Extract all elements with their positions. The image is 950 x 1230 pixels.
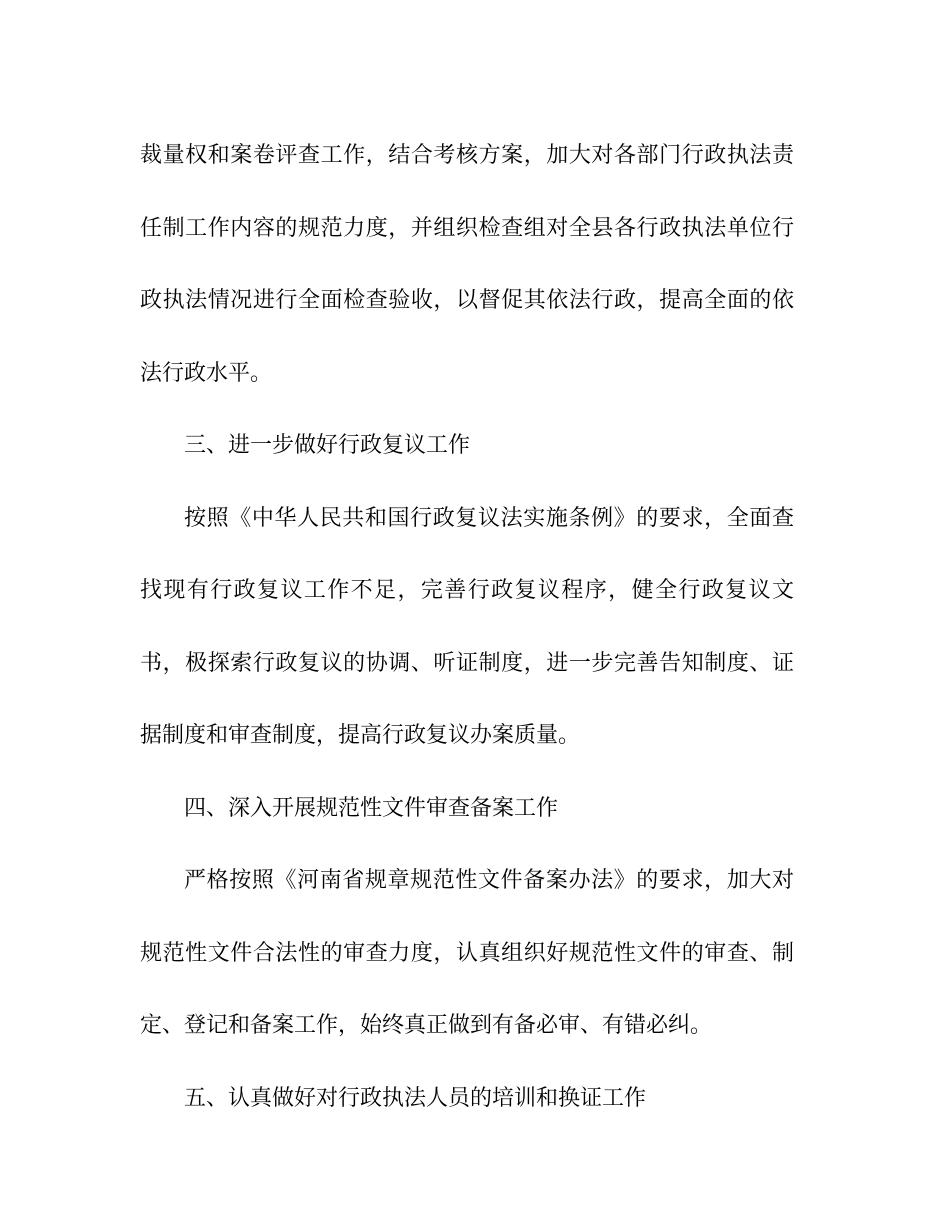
section-heading-4: 四、深入开展规范性文件审查备案工作: [184, 795, 559, 821]
paragraph-normative-documents: 严格按照《河南省规章规范性文件备案办法》的要求，加大对规范性文件合法性的审查力度，认真组织好规范性文件的审查、制定、登记和备案工作，始终真正做到有备必审、有错必纠。: [140, 868, 794, 1038]
paragraph-continued: 裁量权和案卷评查工作，结合考核方案，加大对各部门行政执法责任制工作内容的规范力度，并组织检查组对全县各行政执法单位行政执法情况进行全面检查验收，以督促其依法行政，提高全面的依法行政水平。: [140, 143, 794, 386]
section-heading-3: 三、进一步做好行政复议工作: [184, 433, 471, 458]
paragraph-administrative-review: 按照《中华人民共和国行政复议法实施条例》的要求，全面查找现有行政复议工作不足，完善行政复议程序，健全行政复议文书，极探索行政复议的协调、听证制度，进一步完善告知制度、证据制度和审查制度，提高行政复议办案质量。: [140, 505, 794, 748]
document-body: [140, 120, 794, 1135]
section-heading-5: 五、认真做好对行政执法人员的培训和换证工作: [184, 1085, 647, 1111]
